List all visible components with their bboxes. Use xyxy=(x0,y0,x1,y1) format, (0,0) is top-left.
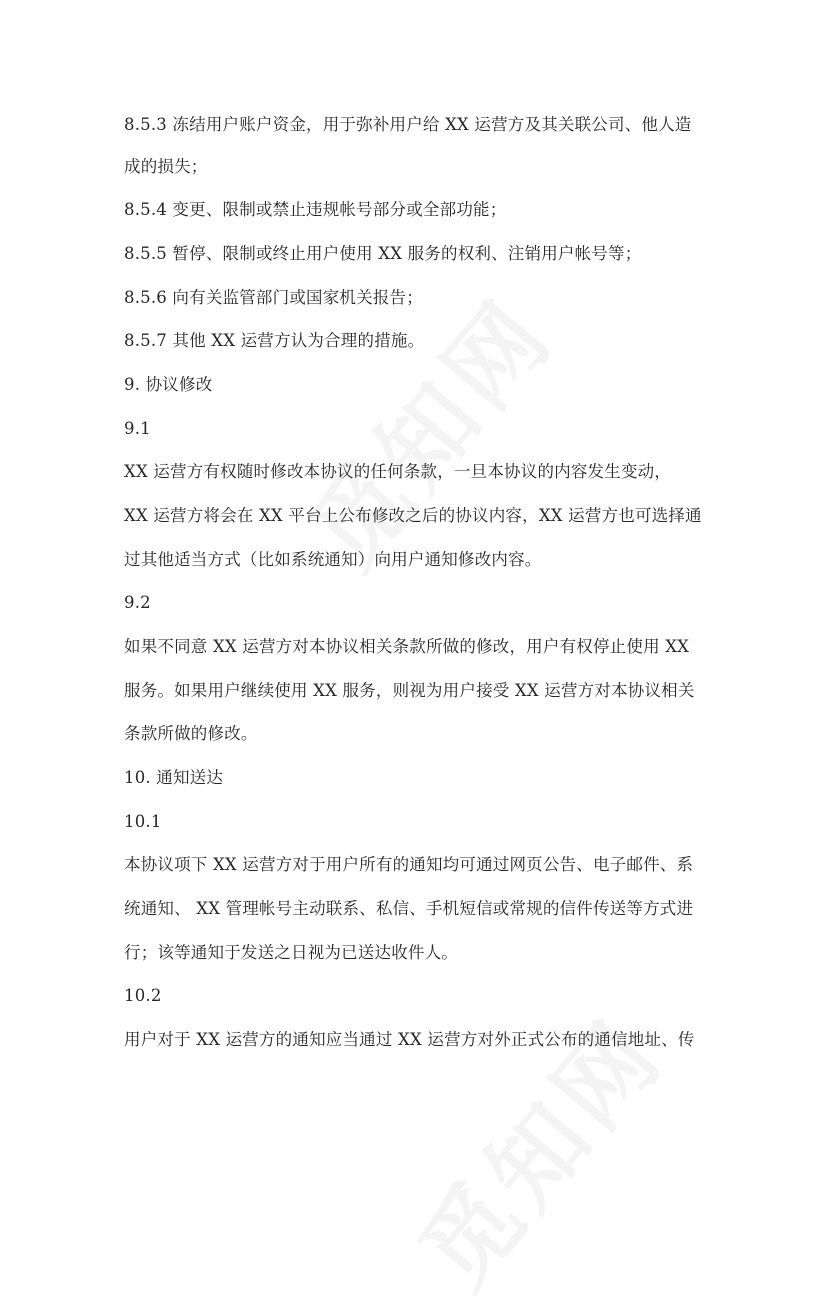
paragraph-line: 服务。如果用户继续使用 XX 服务，则视为用户接受 XX 运营方对本协议相关 xyxy=(124,681,695,700)
clause-8-5-5: 8.5.5 暂停、限制或终止用户使用 XX 服务的权利、注销用户帐号等； xyxy=(124,244,642,263)
clause-number-9-1: 9.1 xyxy=(124,419,151,438)
clause-8-5-7: 8.5.7 其他 XX 运营方认为合理的措施。 xyxy=(124,331,425,350)
paragraph-line: 条款所做的修改。 xyxy=(124,724,258,743)
section-heading-9: 9. 协议修改 xyxy=(124,375,213,394)
clause-8-5-3-continued: 成的损失； xyxy=(124,157,208,176)
paragraph-line: 本协议项下 XX 运营方对于用户所有的通知均可通过网页公告、电子邮件、系 xyxy=(124,855,694,874)
clause-number-10-2: 10.2 xyxy=(124,986,162,1005)
paragraph-line: 用户对于 XX 运营方的通知应当通过 XX 运营方对外正式公布的通信地址、传 xyxy=(124,1030,695,1049)
clause-number-10-1: 10.1 xyxy=(124,812,162,831)
clause-8-5-4: 8.5.4 变更、限制或禁止违规帐号部分或全部功能； xyxy=(124,200,507,219)
watermark xyxy=(273,265,578,592)
paragraph-line: XX 运营方将会在 XX 平台上公布修改之后的协议内容，XX 运营方也可选择通 xyxy=(124,506,702,525)
clause-8-5-3: 8.5.3 冻结用户账户资金，用于弥补用户给 XX 运营方及其关联公司、他人造 xyxy=(124,115,692,134)
paragraph-line: 如果不同意 XX 运营方对本协议相关条款所做的修改，用户有权停止使用 XX xyxy=(124,637,690,656)
clause-number-9-2: 9.2 xyxy=(124,593,151,612)
clause-8-5-6: 8.5.6 向有关监管部门或国家机关报告； xyxy=(124,288,423,307)
paragraph-line: 统通知、 XX 管理帐号主动联系、私信、手机短信或常规的信件传送等方式进 xyxy=(124,899,694,918)
paragraph-line: 行；该等通知于发送之日视为已送达收件人。 xyxy=(124,943,458,962)
paragraph-line: 过其他适当方式（比如系统通知）向用户通知修改内容。 xyxy=(124,550,542,569)
paragraph-line: XX 运营方有权随时修改本协议的任何条款，一旦本协议的内容发生变动， xyxy=(124,462,672,481)
section-heading-10: 10. 通知送达 xyxy=(124,768,224,787)
